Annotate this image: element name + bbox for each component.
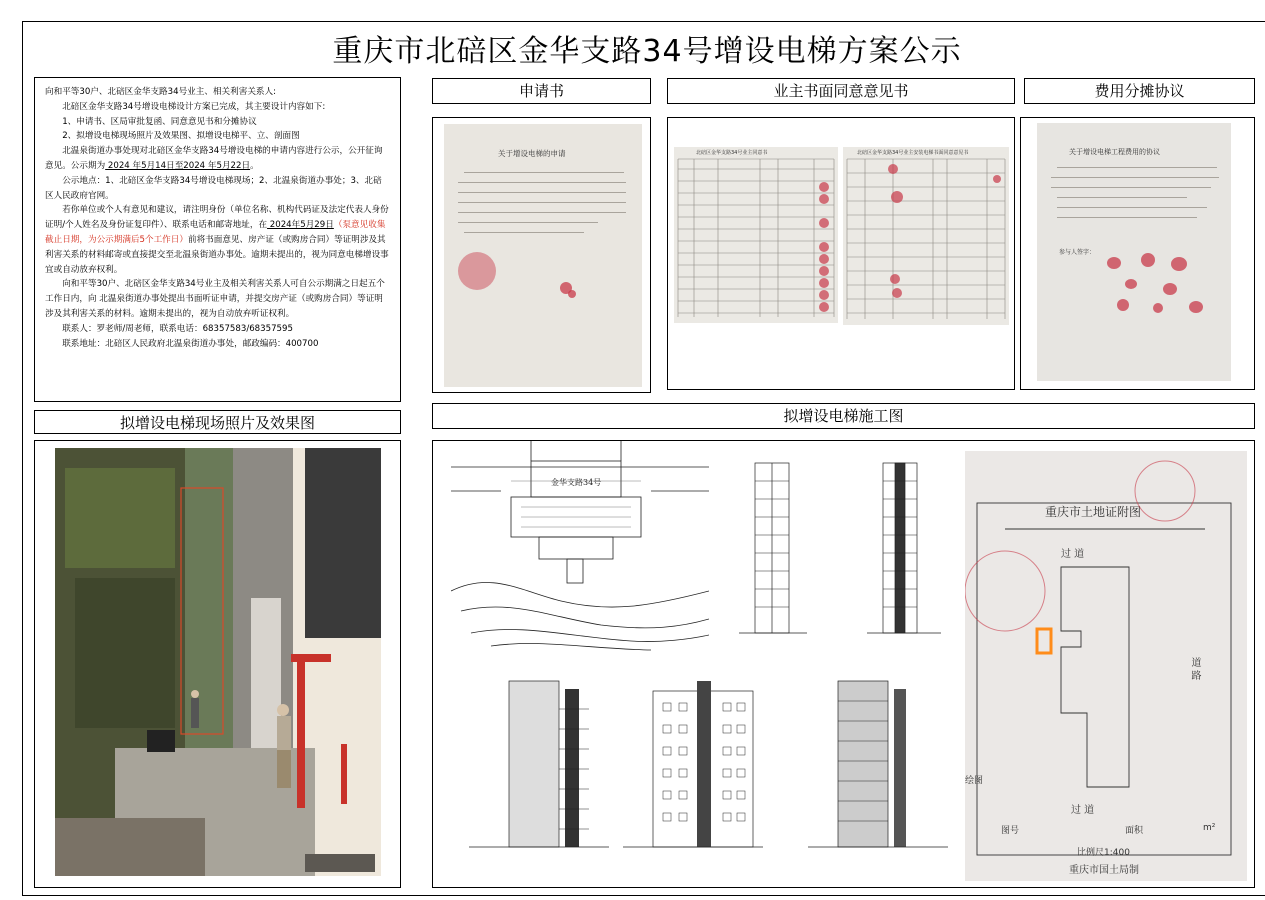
consent-table-right [843, 147, 1009, 325]
notice-objection-text: 若你单位或个人有意见和建议，请注明身份（单位名称、机构代码证及法定代表人身份证明/个人姓名及身份证复印件）、联系电话和邮寄地址，在 [45, 205, 389, 231]
site-plan-drawing [451, 441, 709, 651]
cost-agreement-panel [1020, 117, 1255, 390]
cost-doc-signers: 参与人签字： [1059, 249, 1096, 256]
notice-period-end: 。 [250, 160, 259, 171]
owner-consent-panel [667, 117, 1015, 390]
notice-contact: 联系人：罗老师/周老师，联系电话：68357583/68357595 [62, 323, 293, 334]
site-photo-panel [34, 440, 401, 888]
land-map-org: 重庆市国土局制 [1069, 865, 1139, 876]
site-plan-label: 金华支路34号 [551, 478, 602, 487]
elevation-drawing-right [808, 679, 948, 879]
land-map-unit: m² [1203, 823, 1216, 833]
land-certificate-map-image [965, 451, 1247, 881]
official-seal [458, 252, 496, 290]
site-photo-image [55, 448, 381, 876]
application-doc-title: 关于增设电梯的申请 [498, 149, 566, 158]
notice-addressee: 向和平等30户、北碚区金华支路34号业主、相关利害关系人: [45, 87, 277, 97]
application-panel [432, 117, 651, 393]
section-drawing-b [865, 461, 945, 641]
land-map-area: 面积 [1125, 826, 1144, 836]
notice-hearing: 向和平等30户、北碚区金华支路34号业主及相关利害关系人可自公示期满之日起五个工作日内，向 北温泉街道办事处提出书面听证申请，并提交房产证（或购房合同）等证明涉及其利害关系的材料。逾期未提出的，视为自动放弃听证权利。 [45, 279, 385, 319]
land-map-road-bottom: 过 道 [1071, 805, 1095, 816]
elevation-drawing-middle [623, 679, 763, 879]
consent-right-title: 北碚区金华支路34号业主安装电梯书面同意意见书 [857, 150, 969, 156]
land-map-road-right: 道 路 [1189, 657, 1200, 681]
cost-doc-title: 关于增设电梯工程费用的协议 [1069, 148, 1160, 156]
land-map-scale: 比例尺1:400 [1077, 848, 1130, 858]
notice-period-text: 北温泉街道办事处现对北碚区金华支路34号增设电梯的申请内容进行公示，公开征询意见。公示期为 [45, 146, 383, 171]
notice-item-2: 2、拟增设电梯现场照片及效果图、拟增设电梯平、立、剖面图 [62, 131, 300, 142]
page-title: 重庆市北碚区金华支路34号增设电梯方案公示 [332, 34, 962, 69]
elevation-drawing-left [469, 679, 609, 879]
cost-agreement-document-image [1037, 123, 1231, 381]
construction-drawings-panel [432, 440, 1255, 888]
notice-box [34, 77, 401, 402]
section-header-site-photos: 拟增设电梯现场照片及效果图 [34, 410, 401, 434]
land-map-draw-label: 绘图 [965, 776, 984, 786]
notice-objection [45, 203, 390, 277]
application-document-image [444, 124, 642, 387]
land-map-road-top: 过 道 [1061, 549, 1085, 560]
notice-item-1: 1、申请书、区局审批复函、同意意见书和分摊协议 [62, 116, 257, 127]
section-header-cost-agreement: 费用分摊协议 [1024, 78, 1255, 104]
notice-period-dates: 2024 年5月14日至2024 年5月22日 [105, 160, 251, 171]
notice-objection-rest: 前将书面意见、房产证（或购房合同）等证明涉及其利害关系的材料邮寄或直接提交至北温泉街道办事处。逾期未提出的，视为同意电梯增设事宜或自动放弃权利。 [45, 234, 389, 275]
notice-location: 公示地点：1、北碚区金华支路34号增设电梯现场；2、北温泉街道办事处；3、北碚区人民政府官网。 [45, 175, 382, 201]
land-map-plan [965, 451, 1247, 881]
land-map-highlight [1037, 629, 1051, 653]
land-map-figure-number: 图号 [1001, 826, 1020, 836]
consent-table-left [674, 147, 838, 323]
section-header-application: 申请书 [432, 78, 651, 104]
land-map-title: 重庆市土地证附图 [1045, 505, 1142, 519]
owner-consent-sheet-left [674, 147, 838, 323]
notice-intro: 北碚区金华支路34号增设电梯设计方案已完成，其主要设计内容如下: [62, 101, 326, 112]
notice-address: 联系地址：北碚区人民政府北温泉街道办事处，邮政编码：400700 [62, 338, 319, 349]
consent-left-title: 北碚区金华支路34号业主同意书 [696, 150, 768, 156]
notice-objection-date: 2024年5月29日 [267, 220, 334, 231]
section-header-construction: 拟增设电梯施工图 [432, 403, 1255, 429]
section-drawing-a [735, 461, 811, 641]
notice-objection-deadline: （泵意见收集截止日期，为公示期满后5个工作日） [45, 220, 386, 245]
section-header-owner-consent: 业主书面同意意见书 [667, 78, 1015, 104]
owner-consent-sheet-right [843, 147, 1009, 325]
notice-period [45, 144, 390, 174]
